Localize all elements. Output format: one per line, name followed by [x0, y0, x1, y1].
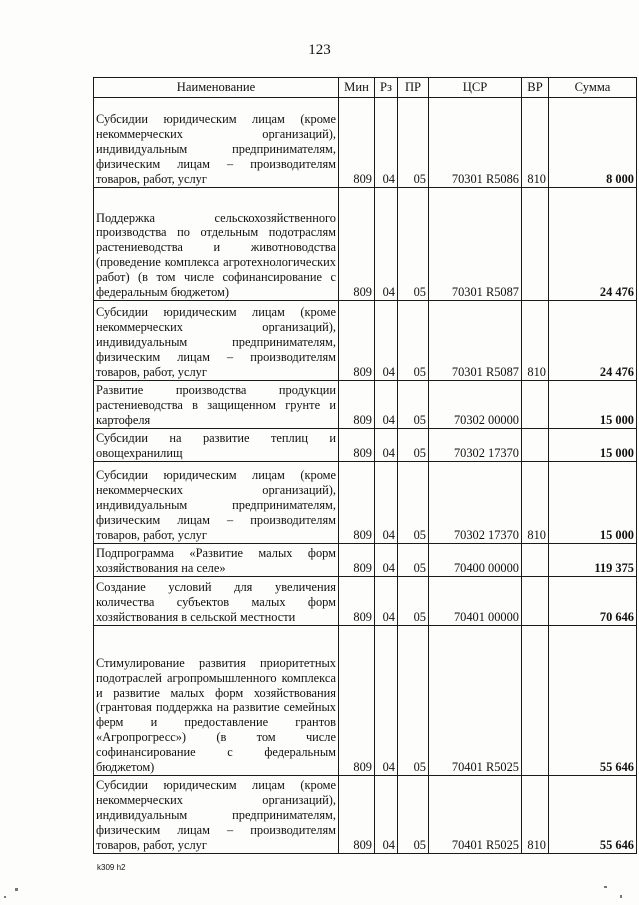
row-sum: 15 000 [549, 429, 637, 462]
row-pr: 05 [398, 381, 429, 429]
row-min: 809 [339, 577, 375, 626]
row-csr: 70301 R5087 [429, 301, 522, 381]
row-sum: 24 476 [549, 301, 637, 381]
row-pr: 05 [398, 429, 429, 462]
table-row [94, 776, 637, 854]
row-rz: 04 [375, 381, 398, 429]
row-min: 809 [339, 188, 375, 301]
row-pr: 05 [398, 98, 429, 188]
header-min: Мин [339, 78, 375, 98]
row-pr: 05 [398, 188, 429, 301]
row-min: 809 [339, 544, 375, 577]
row-sum: 119 375 [549, 544, 637, 577]
row-name: Субсидии юридическим лицам (кроме некоммерческих организаций), индивидуальным предпринимателям, физическим лицам – производителям товаров, работ, услуг [94, 776, 339, 854]
row-rz: 04 [375, 544, 398, 577]
row-csr: 70400 00000 [429, 544, 522, 577]
row-name: Развитие производства продукции растениеводства в защищенном грунте и картофеля [94, 381, 339, 429]
row-min: 809 [339, 429, 375, 462]
row-rz: 04 [375, 776, 398, 854]
row-min: 809 [339, 776, 375, 854]
header-sum: Сумма [549, 78, 637, 98]
row-vr: 810 [522, 301, 549, 381]
row-rz: 04 [375, 626, 398, 776]
table-row [94, 98, 637, 188]
scan-speck [620, 895, 622, 898]
row-sum: 8 000 [549, 98, 637, 188]
row-name: Субсидии юридическим лицам (кроме некоммерческих организаций), индивидуальным предпринимателям, физическим лицам – производителям товаров, работ, услуг [94, 301, 339, 381]
row-vr [522, 381, 549, 429]
row-name: Создание условий для увеличения количества субъектов малых форм хозяйствования в сельской местности [94, 577, 339, 626]
table-row [94, 544, 637, 577]
row-csr: 70401 00000 [429, 577, 522, 626]
row-pr: 05 [398, 462, 429, 544]
row-sum: 70 646 [549, 577, 637, 626]
row-rz: 04 [375, 577, 398, 626]
row-rz: 04 [375, 429, 398, 462]
header-pr: ПР [398, 78, 429, 98]
table-row [94, 381, 637, 429]
table-row [94, 462, 637, 544]
page-number: 123 [308, 42, 331, 58]
table-row [94, 577, 637, 626]
row-sum: 55 646 [549, 776, 637, 854]
row-vr [522, 626, 549, 776]
row-sum: 15 000 [549, 462, 637, 544]
table-row [94, 429, 637, 462]
row-sum: 55 646 [549, 626, 637, 776]
row-rz: 04 [375, 98, 398, 188]
row-vr: 810 [522, 98, 549, 188]
header-vr: ВР [522, 78, 549, 98]
table-row [94, 301, 637, 381]
row-name: Субсидии юридическим лицам (кроме некоммерческих организаций), индивидуальным предпринимателям, физическим лицам – производителям товаров, работ, услуг [94, 98, 339, 188]
row-vr [522, 577, 549, 626]
header-rz: Рз [375, 78, 398, 98]
row-rz: 04 [375, 188, 398, 301]
budget-table [93, 77, 637, 854]
row-pr: 05 [398, 626, 429, 776]
row-csr: 70301 R5087 [429, 188, 522, 301]
row-min: 809 [339, 626, 375, 776]
scan-speck [4, 896, 6, 898]
row-vr [522, 188, 549, 301]
row-csr: 70302 17370 [429, 429, 522, 462]
row-pr: 05 [398, 544, 429, 577]
row-vr: 810 [522, 776, 549, 854]
row-pr: 05 [398, 776, 429, 854]
row-min: 809 [339, 301, 375, 381]
row-vr [522, 429, 549, 462]
header-name: Наименование [94, 78, 339, 98]
row-name: Субсидии на развитие теплиц и овощехранилищ [94, 429, 339, 462]
row-sum: 24 476 [549, 188, 637, 301]
row-csr: 70401 R5025 [429, 776, 522, 854]
row-vr: 810 [522, 462, 549, 544]
header-csr: ЦСР [429, 78, 522, 98]
row-csr: 70401 R5025 [429, 626, 522, 776]
row-min: 809 [339, 98, 375, 188]
scan-speck [15, 888, 18, 891]
row-csr: 70302 17370 [429, 462, 522, 544]
row-min: 809 [339, 381, 375, 429]
row-rz: 04 [375, 462, 398, 544]
row-name: Поддержка сельскохозяйственного производства по отдельным подотраслям растениеводства и животноводства (проведение комплекса агротехнологических работ) (в том числе софинансирование с федеральным бюджетом) [94, 188, 339, 301]
row-rz: 04 [375, 301, 398, 381]
row-csr: 70301 R5086 [429, 98, 522, 188]
row-csr: 70302 00000 [429, 381, 522, 429]
row-name: Субсидии юридическим лицам (кроме некоммерческих организаций), индивидуальным предпринимателям, физическим лицам – производителям товаров, работ, услуг [94, 462, 339, 544]
row-sum: 15 000 [549, 381, 637, 429]
row-vr [522, 544, 549, 577]
row-name: Подпрограмма «Развитие малых форм хозяйствования на селе» [94, 544, 339, 577]
scan-speck [604, 886, 607, 888]
table-header-row [94, 78, 637, 98]
row-min: 809 [339, 462, 375, 544]
table-row [94, 188, 637, 301]
row-pr: 05 [398, 577, 429, 626]
row-pr: 05 [398, 301, 429, 381]
footer-code: k309 h2 [97, 863, 126, 872]
table-row [94, 626, 637, 776]
row-name: Стимулирование развития приоритетных подотраслей агропромышленного комплекса и развитие малых форм хозяйствования (грантовая поддержка на развитие семейных ферм и предоставление грантов «Агропрогресс») (в том числе софинансирование с федеральным бюджетом) [94, 626, 339, 776]
